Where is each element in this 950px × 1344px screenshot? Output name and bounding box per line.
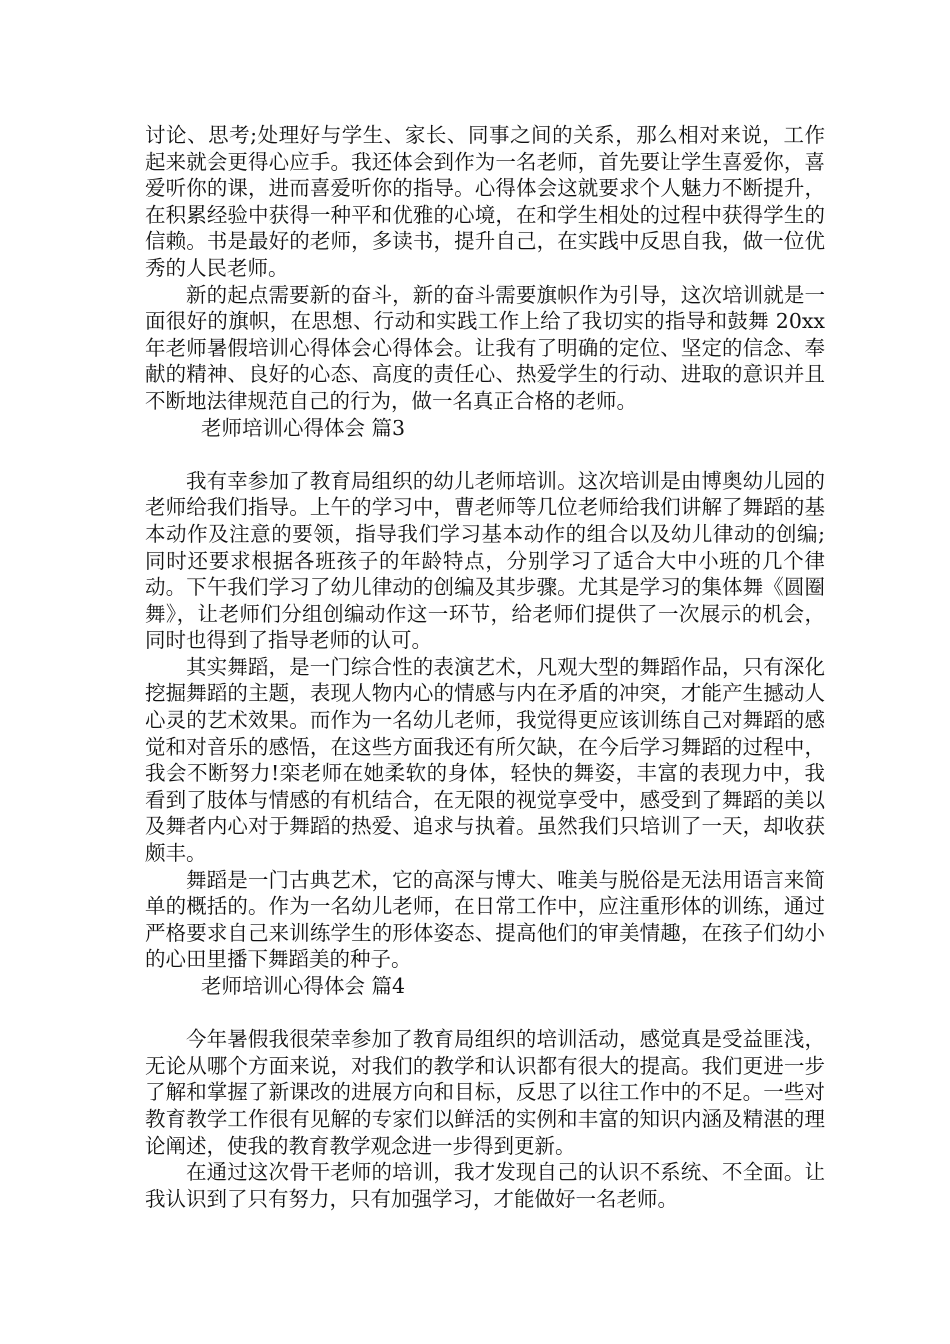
- paragraph: 舞蹈是一门古典艺术，它的高深与博大、唯美与脱俗是无法用语言来简单的概括的。作为一名幼儿老师，在日常工作中，应注重形体的训练，通过严格要求自己来训练学生的形体姿态、提高他们的审美情趣，在孩子们幼小的心田里播下舞蹈美的种子。: [145, 867, 825, 972]
- paragraph: 今年暑假我很荣幸参加了教育局组织的培训活动，感觉真是受益匪浅，无论从哪个方面来说，对我们的教学和认识都有很大的提高。我们更进一步了解和掌握了新课改的进展方向和目标，反思了以往工作中的不足。一些对教育教学工作很有见解的专家们以鲜活的实例和丰富的知识内涵及精湛的理论阐述，使我的教育教学观念进一步得到更新。: [145, 1027, 825, 1158]
- blank-line: [145, 1000, 825, 1027]
- paragraph: 在通过这次骨干老师的培训，我才发现自己的认识不系统、不全面。让我认识到了只有努力，只有加强学习，才能做好一名老师。: [145, 1160, 825, 1211]
- blank-line: [145, 441, 825, 468]
- document-page: [145, 122, 825, 1212]
- section-heading: 老师培训心得体会 篇4: [201, 974, 406, 998]
- paragraph: 我有幸参加了教育局组织的幼儿老师培训。这次培训是由博奥幼儿园的老师给我们指导。上午的学习中，曹老师等几位老师给我们讲解了舞蹈的基本动作及注意的要领，指导我们学习基本动作的组合以及幼儿律动的创编;同时还要求根据各班孩子的年龄特点，分别学习了适合大中小班的几个律动。下午我们学习了幼儿律动的创编及其步骤。尤其是学习的集体舞《圆圈舞》，让老师们分组创编动作这一环节，给老师们提供了一次展示的机会，同时也得到了指导老师的认可。: [145, 468, 825, 653]
- section-heading: 老师培训心得体会 篇3: [201, 415, 406, 440]
- paragraph: 新的起点需要新的奋斗，新的奋斗需要旗帜作为引导，这次培训就是一面很好的旗帜，在思想、行动和实践工作上给了我切实的指导和鼓舞 20xx 年老师暑假培训心得体会心得体会。让我有了明确的定位、坚定的信念、奉献的精神、良好的心态、高度的责任心、热爱学生的行动、进取的意识并且不断地法律规范自己的行为，做一名真正合格的老师。: [145, 282, 825, 413]
- paragraph: 讨论、思考;处理好与学生、家长、同事之间的关系，那么相对来说，工作起来就会更得心应手。我还体会到作为一名老师，首先要让学生喜爱你，喜爱听你的课，进而喜爱听你的指导。心得体会这就要求个人魅力不断提升，在积累经验中获得一种平和优雅的心境，在和学生相处的过程中获得学生的信赖。书是最好的老师，多读书，提升自己，在实践中反思自我，做一位优秀的人民老师。: [145, 123, 825, 280]
- paragraph: 其实舞蹈，是一门综合性的表演艺术，凡观大型的舞蹈作品，只有深化挖掘舞蹈的主题，表现人物内心的情感与内在矛盾的冲突，才能产生撼动人心灵的艺术效果。而作为一名幼儿老师，我觉得更应该训练自己对舞蹈的感觉和对音乐的感悟，在这些方面我还有所欠缺，在今后学习舞蹈的过程中，我会不断努力!栾老师在她柔软的身体，轻快的舞姿，丰富的表现力中，我看到了肢体与情感的有机结合，在无限的视觉享受中，感受到了舞蹈的美以及舞者内心对于舞蹈的热爱、追求与执着。虽然我们只培训了一天，却收获颇丰。: [145, 654, 825, 866]
